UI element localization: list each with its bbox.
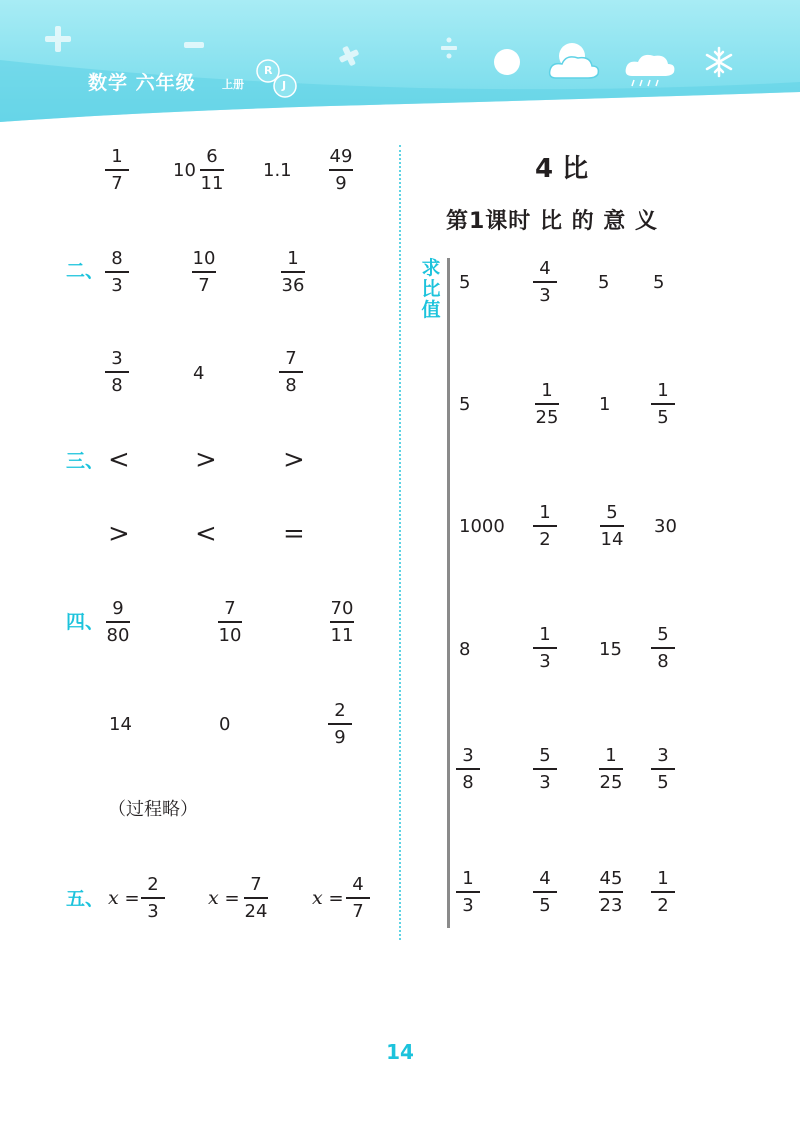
answer-value: 5 xyxy=(598,272,610,293)
answer-fraction: 70 11 xyxy=(330,598,354,646)
answer-fraction: 3 8 xyxy=(97,350,137,395)
comparison-symbol: < xyxy=(195,519,217,549)
answer-fraction: 1 2 xyxy=(643,870,683,915)
section-label-2: 二、 xyxy=(66,260,105,282)
fraction-numerator: 1 xyxy=(111,146,123,167)
answer-value: 5 xyxy=(459,394,471,415)
answer-fraction: 3 5 xyxy=(643,747,683,792)
answer-fraction: 5 3 xyxy=(525,747,565,792)
badge-r: R xyxy=(264,64,273,77)
answer-value: 1.1 xyxy=(263,160,292,181)
answer-fraction: 7 8 xyxy=(271,350,311,395)
answer-fraction: 1 2 xyxy=(525,504,565,549)
answer-fraction: 4 3 xyxy=(525,260,565,305)
lesson-title: 第1课时 比 的 意 义 xyxy=(446,209,658,234)
comparison-symbol: > xyxy=(108,519,130,549)
comparison-symbol: > xyxy=(283,445,305,475)
answer-fraction: 1 5 xyxy=(643,382,683,427)
page-header xyxy=(0,0,800,125)
answer-value: 5 xyxy=(653,272,665,293)
answer-fraction: 4 5 xyxy=(525,870,565,915)
comparison-symbol: > xyxy=(195,445,217,475)
header-background xyxy=(0,0,800,125)
sun-icon xyxy=(494,49,520,75)
answer-fraction: 1 25 xyxy=(535,380,559,428)
answer-fraction: 4 7 xyxy=(338,876,378,921)
page-number: 14 xyxy=(386,1040,414,1064)
book-volume: 上册 xyxy=(222,78,244,91)
answer-value: 8 xyxy=(459,639,471,660)
answer-fraction: 49 9 xyxy=(329,146,353,194)
comparison-symbol: = xyxy=(283,519,305,549)
process-omitted-note: （过程略） xyxy=(108,799,198,820)
answer-value: 1 xyxy=(599,394,611,415)
badge-j: J xyxy=(282,79,287,92)
answer-fraction: 5 8 xyxy=(643,626,683,671)
section-label-5: 五、 xyxy=(66,888,105,910)
answer-fraction: 1 36 xyxy=(281,248,305,296)
answer-fraction: 2 3 xyxy=(133,876,173,921)
answer-fraction: 7 10 xyxy=(218,598,242,646)
vertical-exercise-label: 求比值 xyxy=(421,257,441,321)
mixed-number-whole: 10 xyxy=(173,160,196,181)
answer-fraction xyxy=(97,148,137,193)
minus-icon xyxy=(184,42,204,48)
equation-lhs: x = xyxy=(108,887,140,909)
answer-value: 1000 xyxy=(459,516,505,537)
answer-value: 30 xyxy=(654,516,677,537)
answer-fraction: 2 9 xyxy=(320,702,360,747)
answer-value: 0 xyxy=(219,714,231,735)
equation-lhs: x = xyxy=(312,887,344,909)
column-divider xyxy=(399,145,401,940)
comparison-symbol: < xyxy=(108,445,130,475)
answer-value: 14 xyxy=(109,714,132,735)
answer-fraction: 45 23 xyxy=(599,868,623,916)
vertical-rule xyxy=(447,258,450,928)
section-title: 4 比 xyxy=(535,154,589,184)
section-label-3: 三、 xyxy=(66,450,105,472)
answer-fraction: 10 7 xyxy=(192,248,216,296)
equation-lhs: x = xyxy=(208,887,240,909)
answer-value: 4 xyxy=(193,363,205,384)
answer-value: 5 xyxy=(459,272,471,293)
answer-fraction: 5 14 xyxy=(600,502,624,550)
answer-fraction: 7 24 xyxy=(244,874,268,922)
answer-fraction: 1 3 xyxy=(448,870,488,915)
answer-fraction: 9 80 xyxy=(106,598,130,646)
answer-fraction: 1 25 xyxy=(599,745,623,793)
answer-fraction: 3 8 xyxy=(448,747,488,792)
book-title: 数学 六年级 xyxy=(88,72,196,94)
answer-fraction: 6 11 xyxy=(200,146,224,194)
answer-value: 15 xyxy=(599,639,622,660)
answer-fraction: 1 3 xyxy=(525,626,565,671)
fraction-denominator: 7 xyxy=(111,172,123,194)
answer-fraction: 8 3 xyxy=(97,250,137,295)
section-label-4: 四、 xyxy=(66,611,105,633)
